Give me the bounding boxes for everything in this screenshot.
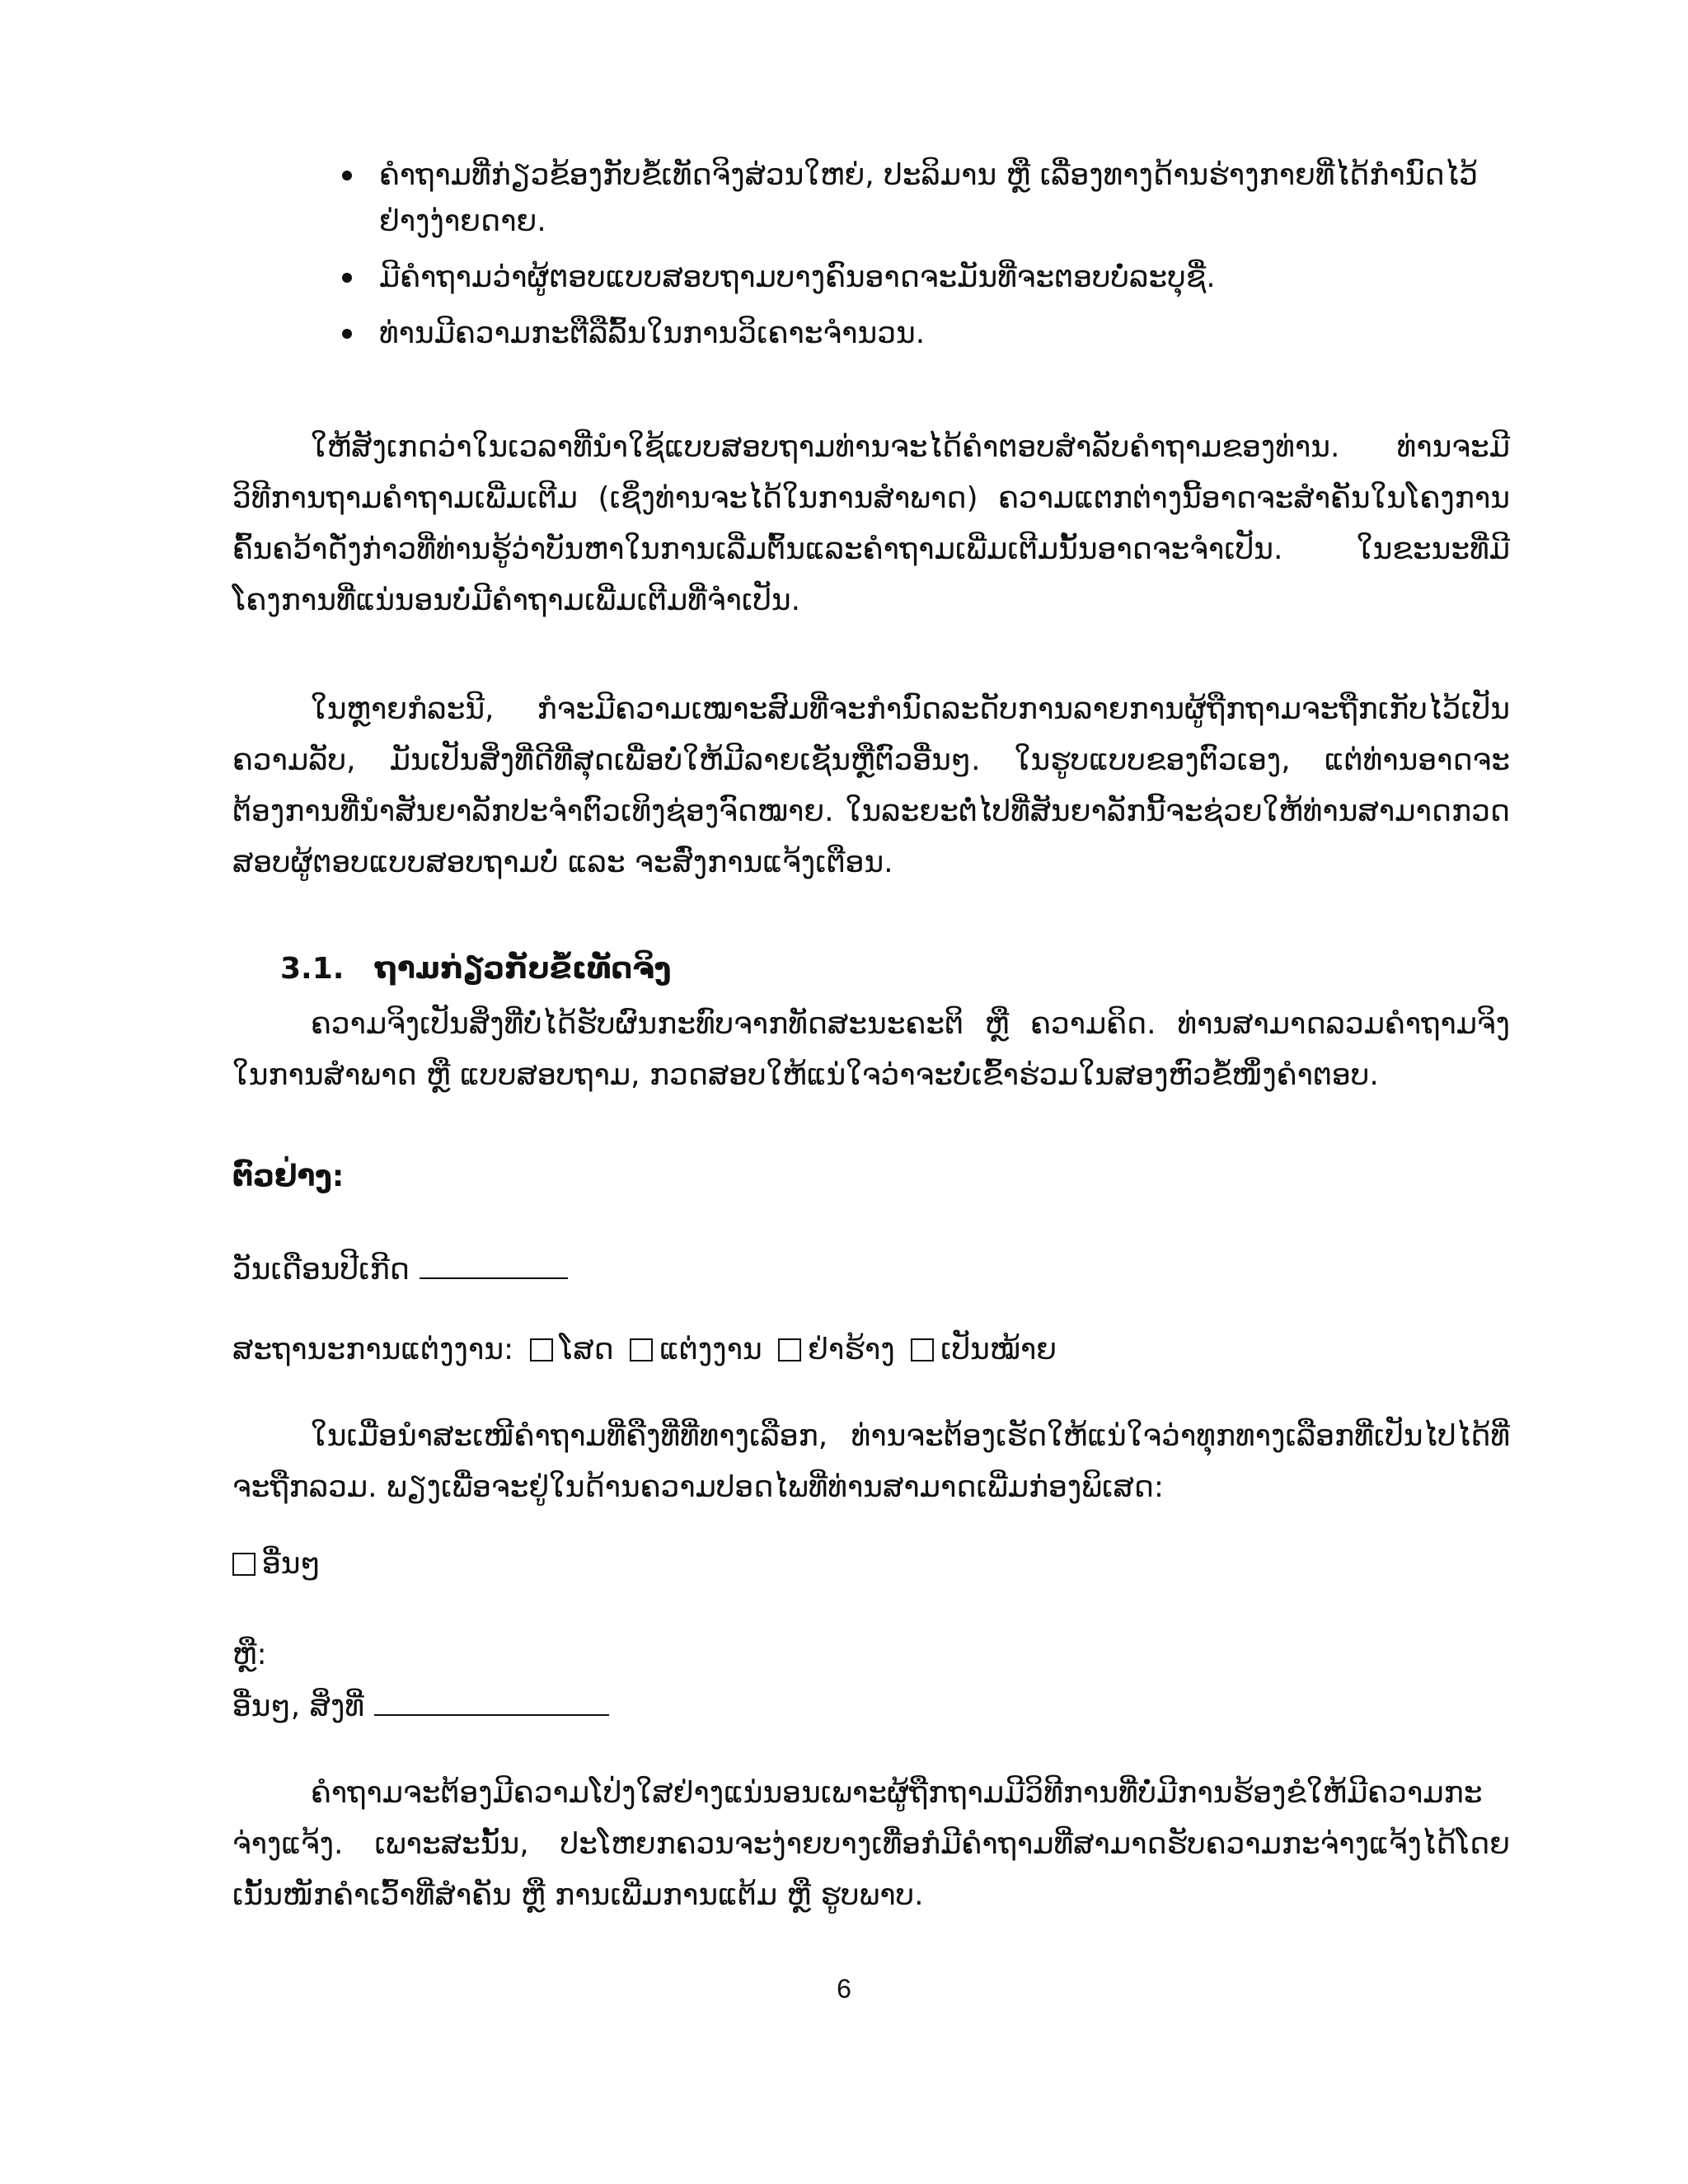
bullet-item: [379, 255, 1508, 301]
section-title: ຖາມກ່ຽວກັບຂໍ້ເທັດຈິງ: [375, 952, 672, 986]
paragraph-options: ໃນເມື່ອນຳສະເໜີຄຳຖາມທີ່ຄືງທີ່ທີ່ທາງເລືອກ, ທ່ານຈະຕ້ອງເຮັດໃຫ້ແນ່ໃຈວ່າທຸກທາງເລືອກທີ່ເປັນໄປໄດ້ທີ່ຈະຖືກລວມ. ພຽງເພື່ອຈະຢູ່ໃນດ້ານຄວາມປອດໄພທີ່ທ່ານສາມາດເພີ່ມກ່ອງພິເສດ:: [232, 1419, 1510, 1504]
bullet-text: ທ່ານມີຄວາມກະຕືລືລົ້ນໃນການວິເຄາະຈຳນວນ.: [379, 316, 926, 350]
dob-label: ວັນເດືອນປີເກີດ: [232, 1253, 410, 1286]
paragraph-confidentiality: ໃນຫຼາຍກໍລະນີ, ກໍຈະມີຄວາມເໝາະສົມທີ່ຈະກຳນົດລະດັບການລາຍການຜູ້ຖືກຖາມຈະຖືກເກັບໄວ້ເປັນ ຄວາມລັບ, ມັນເປັນສິ່ງທີ່ດີທີ່ສຸດເພື່ອບໍ່ໃຫ້ມີລາຍເຊັນຫຼືຕົວອື່ນໆ. ໃນຮູບແບບຂອງຕົວເອງ, ແຕ່ທ່ານອາດຈະຕ້ອງການທີ່ນຳສັນຍາລັກປະຈຳຕົວເທິງຊ່ອງຈົດໝາຍ. ໃນລະຍະຕໍ່ໄປທີ່ສັນຍາລັກນີ້ຈະຊ່ວຍໃຫ້ທ່ານສາມາດກວດສອບຜູ້ຕອບແບບສອບຖາມບໍ່ ແລະ ຈະສົ່ງການແຈ້ງເຕືອນ.: [232, 692, 1510, 879]
bullet-item: [379, 152, 1508, 245]
paragraph-facts: ຄວາມຈິງເປັນສິ່ງທີ່ບໍ່ໄດ້ຮັບຜົນກະທົບຈາກທັດສະນະຄະຕິ ຫຼື ຄວາມຄິດ. ທ່ານສາມາດລວມຄຳຖາມຈິງໃນການສຳພາດ ຫຼື ແບບສອບຖາມ, ກວດສອບໃຫ້ແນ່ໃຈວ່າຈະບໍ່ເຂົ້າຮ່ວມໃນສອງຫົວຂໍ້ໜຶ່ງຄຳຕອບ.: [232, 1007, 1510, 1092]
option-divorced: ຢ່າຮ້າງ: [808, 1333, 895, 1366]
paragraph-questionnaire-followup: ໃຫ້ສັງເກດວ່າໃນເວລາທີ່ນຳໃຊ້ແບບສອບຖາມທ່ານຈະໄດ້ຄຳຕອບສຳລັບຄຳຖາມຂອງທ່ານ. ທ່ານຈະມີວິທີການຖາມຄຳຖາມເພີ່ມເຕີມ (ເຊິ່ງທ່ານຈະໄດ້ໃນການສຳພາດ) ຄວາມແຕກຕ່າງນີ້ອາດຈະສຳຄັນໃນໂຄງການຄົ້ນຄວ້າດັ່ງກ່າວທີ່ທ່ານຮູ້ວ່າບັນຫາໃນການເລີ່ມຕົ້ນແລະຄຳຖາມເພີ່ມເຕີມນັ້ນອາດຈະຈຳເປັນ. ໃນຂະນະທີ່ມີໂຄງການທີ່ແນ່ນອນບໍ່ມີຄຳຖາມເພີ່ມເຕີມທີ່ຈຳເປັນ.: [232, 430, 1510, 617]
bullet-dot-icon: [342, 171, 352, 180]
or-label: ຫຼື:: [232, 1638, 267, 1671]
bullet-dot-icon: [342, 329, 352, 339]
specify-field-line: [232, 1681, 609, 1730]
option-widowed: ເປັນໝ້າຍ: [940, 1333, 1057, 1366]
option-other: ອື່ນໆ: [262, 1547, 321, 1581]
checkbox-single[interactable]: [530, 1338, 553, 1361]
checkbox-married[interactable]: [630, 1338, 653, 1361]
paragraph-clarity: ຄຳຖາມຈະຕ້ອງມີຄວາມໂປ່ງໃສຢ່າງແນ່ນອນເພາະຜູ້ຖືກຖາມມີວິທີການທີ່ບໍ່ມີການຮ້ອງຂໍໃຫ້ມີຄວາມກະຈ່າງແຈ້ງ. ເພາະສະນັ້ນ, ປະໂຫຍກຄວນຈະງ່າຍບາງເທື່ອກໍມີຄຳຖາມທີ່ສາມາດຮັບຄວາມກະຈ່າງແຈ້ງໄດ້ໂດຍເນັ້ນໜັກຄຳເວົ້າທີ່ສຳຄັນ ຫຼື ການເພີ່ມການແຕ້ມ ຫຼື ຮູບພາບ.: [232, 1776, 1510, 1912]
dob-field-line: [232, 1244, 568, 1293]
section-heading: [280, 946, 671, 992]
other-option-line: [232, 1541, 321, 1587]
dob-blank[interactable]: [420, 1244, 568, 1279]
specify-blank[interactable]: [374, 1681, 609, 1716]
bullet-item: [379, 311, 1508, 357]
bullet-list: [379, 152, 1508, 367]
checkbox-other[interactable]: [232, 1553, 256, 1576]
bullet-dot-icon: [342, 273, 352, 283]
marital-status-line: [232, 1327, 1057, 1373]
example-label: ຕົວຢ່າງ:: [232, 1160, 345, 1193]
page-number: 6: [837, 1974, 851, 2004]
bullet-text: ມີຄຳຖາມວ່າຜູ້ຕອບແບບສອບຖາມບາງຄົນອາດຈະມັນທີ່ຈະຕອບບໍ່ລະບຸຊື່.: [379, 260, 1216, 294]
specify-label: ອື່ນໆ, ສິ່ງທີ່: [232, 1690, 364, 1723]
checkbox-divorced[interactable]: [778, 1338, 801, 1361]
section-number: 3.1.: [280, 952, 345, 986]
marital-label: ສະຖານະການແຕ່ງງານ:: [232, 1333, 514, 1366]
option-single: ໂສດ: [559, 1333, 614, 1366]
checkbox-widowed[interactable]: [911, 1338, 934, 1361]
bullet-text: ຄຳຖາມທີ່ກ່ຽວຂ້ອງກັບຂໍ້ເທັດຈິງສ່ວນໃຫຍ່, ປະລິມານ ຫຼື ເລື່ອງທາງດ້ານຮ່າງກາຍທີ່ໄດ້ກຳນົດໄວ້ຢ່າງງ່າຍດາຍ.: [379, 158, 1479, 238]
option-married: ແຕ່ງງານ: [659, 1333, 762, 1366]
